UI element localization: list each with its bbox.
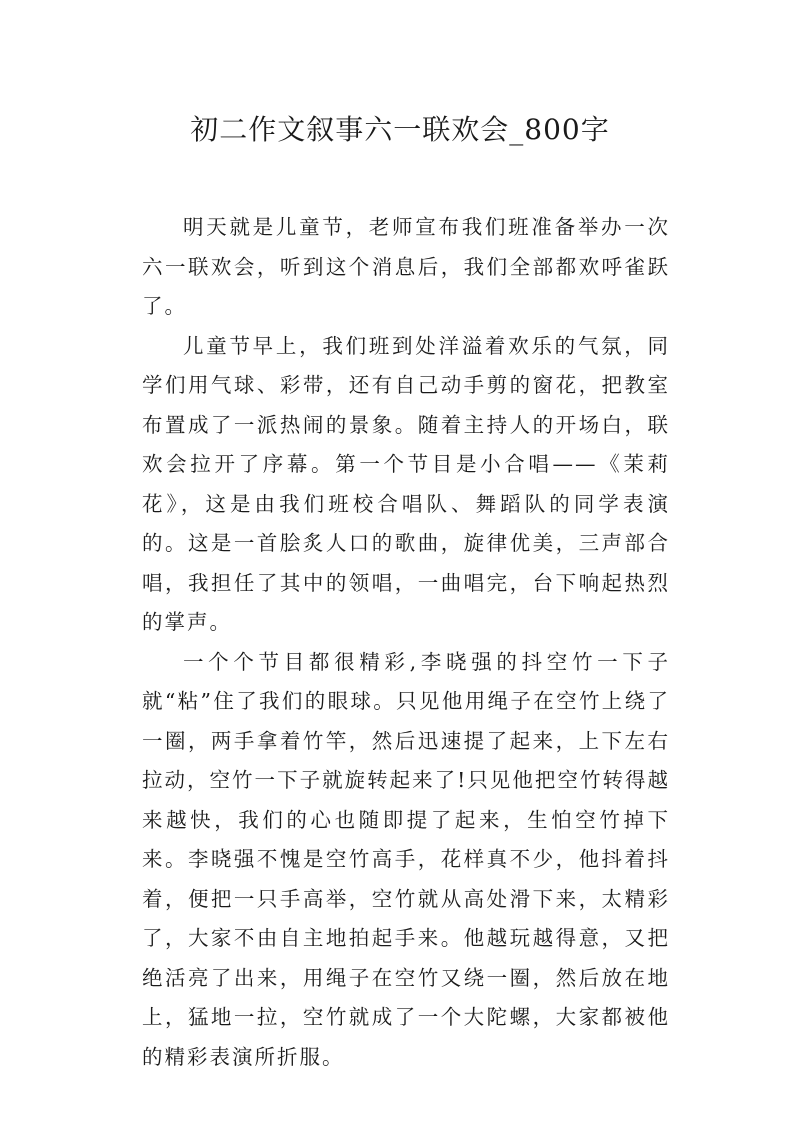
paragraph: 一个个节目都很精彩,李晓强的抖空竹一下子就“粘”住了我们的眼球。只见他用绳子在空竹上绕了一圈，两手拿着竹竿，然后迅速提了起来，上下左右拉动，空竹一下子就旋转起来了!只见他把空竹转得越来越快，我们的心也随即提了起来，生怕空竹掉下来。李晓强不愧是空竹高手，花样真不少，他抖着抖着，便把一只手高举，空竹就从高处滑下来，太精彩了，大家不由自主地拍起手来。他越玩越得意，又把绝活亮了出来，用绳子在空竹又绕一圈，然后放在地上，猛地一拉，空竹就成了一个大陀螺，大家都被他的精彩表演所折服。 [142, 649, 670, 1069]
essay-body [142, 208, 670, 1077]
paragraph: 儿童节早上，我们班到处洋溢着欢乐的气氛，同学们用气球、彩带，还有自己动手剪的窗花，把教室布置成了一派热闹的景象。随着主持人的开场白，联欢会拉开了序幕。第一个节目是小合唱——《茉莉花》，这是由我们班校合唱队、舞蹈队的同学表演的。这是一首脍炙人口的歌曲，旋律优美，三声部合唱，我担任了其中的领唱，一曲唱完，台下响起热烈的掌声。 [142, 333, 670, 634]
page-title: 初二作文叙事六一联欢会_800字 [190, 113, 610, 146]
paragraph: 明天就是儿童节，老师宣布我们班准备举办一次六一联欢会，听到这个消息后，我们全部都欢呼雀跃了。 [142, 215, 670, 318]
